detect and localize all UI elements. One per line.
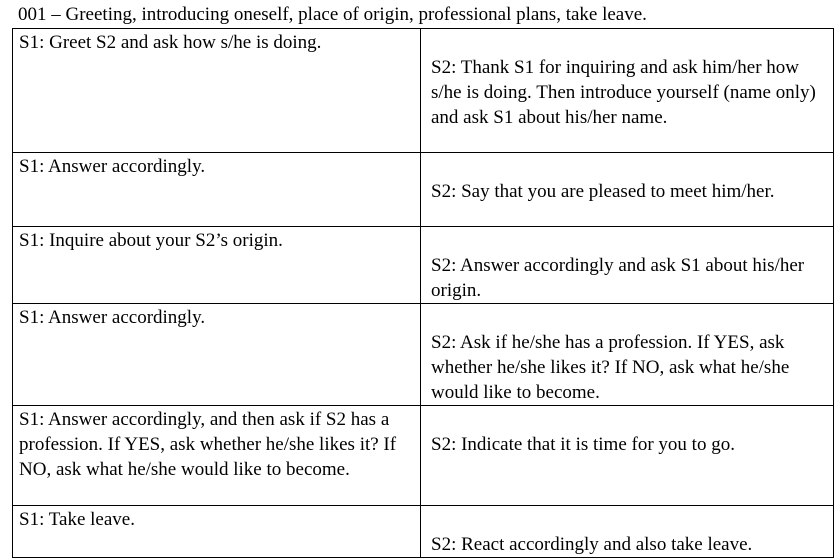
table-row xyxy=(13,153,834,227)
s2-text: S2: Indicate that it is time for you to go. xyxy=(431,434,735,455)
s1-cell xyxy=(13,153,421,227)
s1-text: S1: Answer accordingly. xyxy=(19,156,206,177)
table-row xyxy=(13,304,834,406)
table-row xyxy=(13,29,834,153)
s1-text: S1: Take leave. xyxy=(19,509,135,530)
s2-text: S2: Thank S1 for inquiring and ask him/her how s/he is doing. Then introduce yourself (name only) and ask S1 about his/her name. xyxy=(431,57,816,128)
s2-cell xyxy=(421,406,834,506)
s2-cell xyxy=(421,304,834,406)
s1-cell xyxy=(13,304,421,406)
table-row xyxy=(13,227,834,304)
s1-text: S1: Answer accordingly, and then ask if S2 has a profession. If YES, ask whether he/she likes it? If NO, ask what he/she would like to become. xyxy=(19,409,397,480)
s1-text: S1: Answer accordingly. xyxy=(19,307,206,328)
table-row xyxy=(13,506,834,558)
s2-cell xyxy=(421,227,834,304)
s1-cell xyxy=(13,506,421,558)
s2-cell xyxy=(421,506,834,558)
table-row xyxy=(13,406,834,506)
s1-cell xyxy=(13,29,421,153)
s1-cell xyxy=(13,227,421,304)
s1-text: S1: Greet S2 and ask how s/he is doing. xyxy=(19,32,322,53)
s1-text: S1: Inquire about your S2’s origin. xyxy=(19,230,283,251)
s1-cell xyxy=(13,406,421,506)
s2-cell xyxy=(421,153,834,227)
s2-cell xyxy=(421,29,834,153)
s2-text: S2: Answer accordingly and ask S1 about his/her origin. xyxy=(431,255,805,301)
s2-text: S2: Say that you are pleased to meet him/her. xyxy=(431,181,775,202)
document-heading: 001 – Greeting, introducing oneself, place of origin, professional plans, take leave. xyxy=(18,4,647,25)
s2-text: S2: Ask if he/she has a profession. If YES, ask whether he/she likes it? If NO, ask what he/she would like to become. xyxy=(431,332,790,403)
dialogue-table xyxy=(12,28,834,558)
s2-text: S2: React accordingly and also take leave. xyxy=(431,534,753,555)
